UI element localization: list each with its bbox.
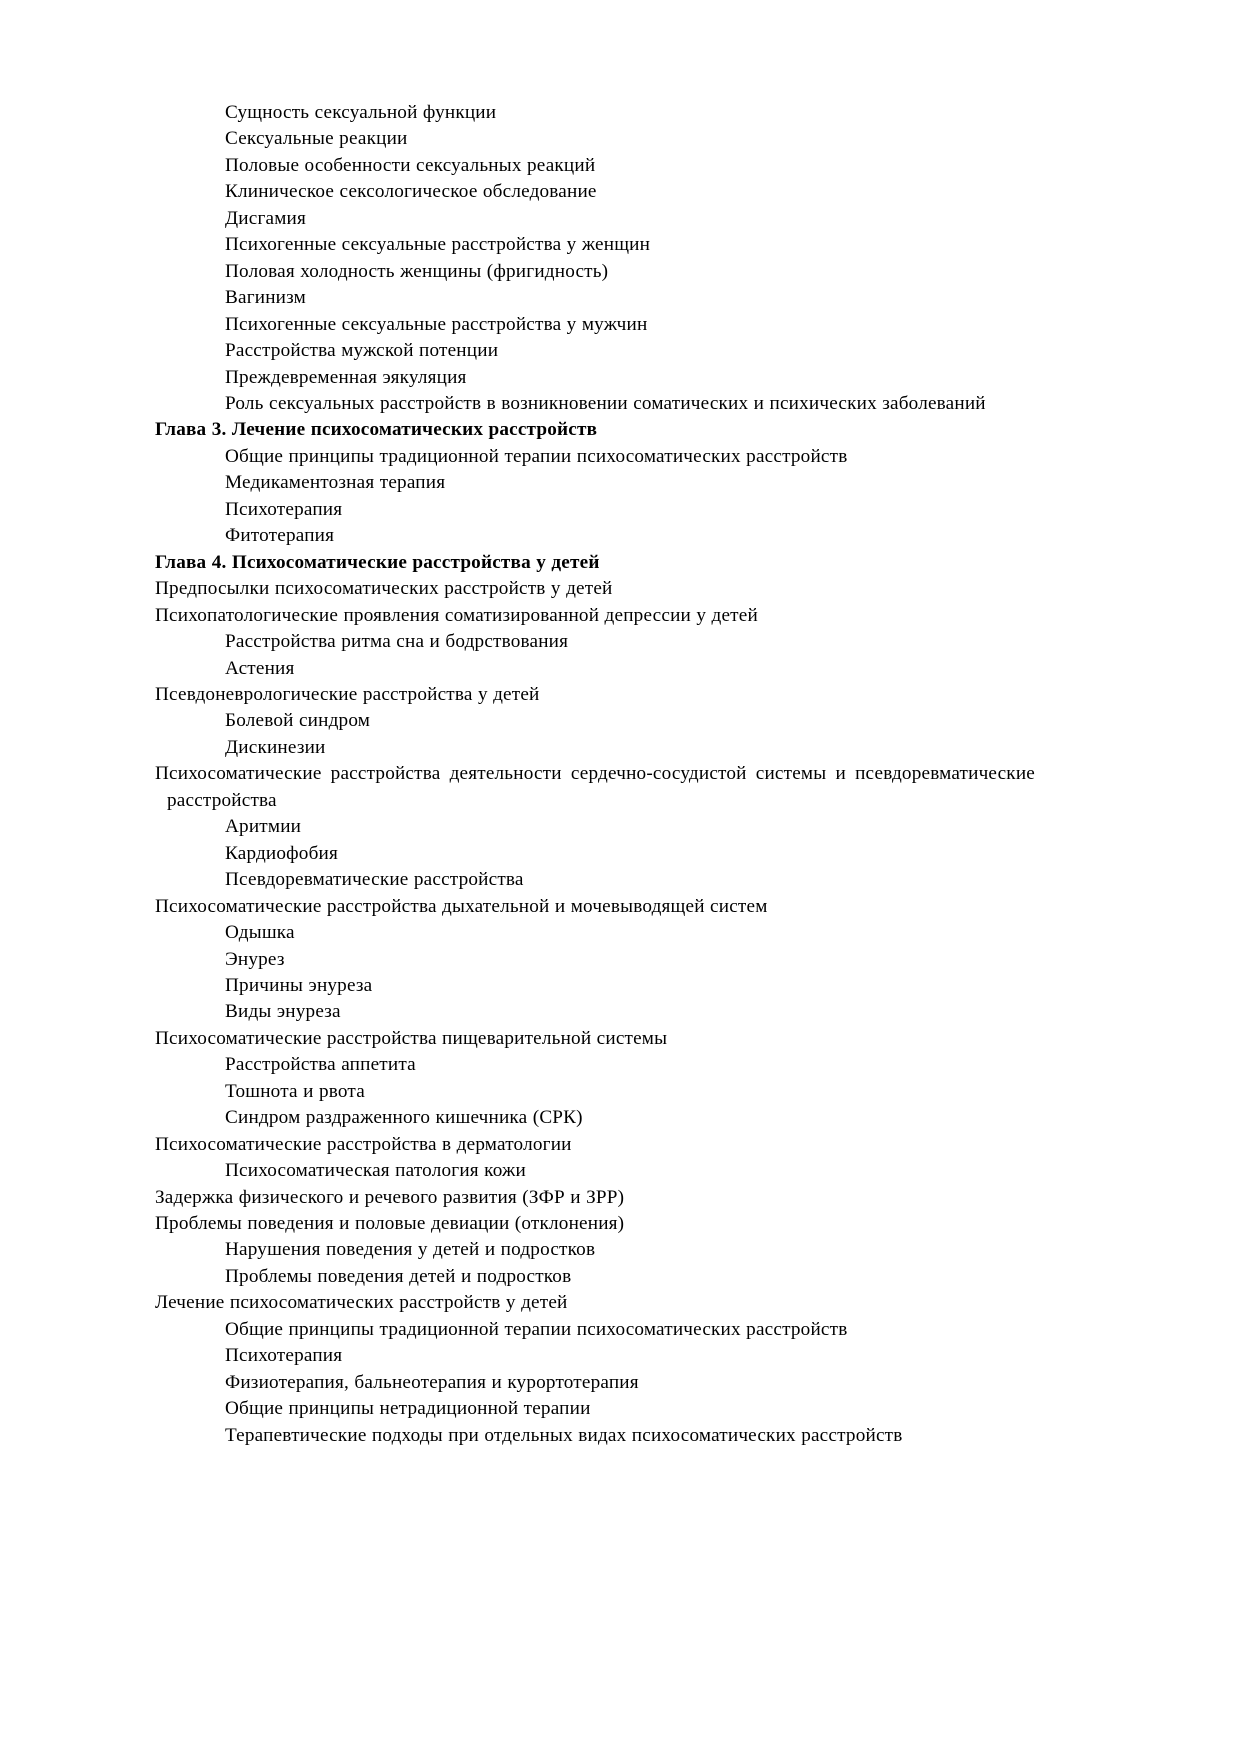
toc-entry: Психосоматические расстройства дыхательной и мочевыводящей систем	[155, 895, 768, 917]
toc-entry: Энурез	[225, 948, 285, 970]
toc-entry: Одышка	[225, 922, 295, 944]
toc-entry: Общие принципы традиционной терапии психосоматических расстройств	[225, 1318, 848, 1340]
toc-entry: Задержка физического и речевого развития (ЗФР и ЗРР)	[155, 1186, 625, 1208]
toc-entry: Психогенные сексуальные расстройства у мужчин	[225, 313, 648, 335]
toc-entry: Роль сексуальных расстройств в возникновении соматических и психических заболеваний	[225, 392, 986, 414]
toc-entry: Дисгамия	[225, 207, 307, 229]
toc-entry: Расстройства аппетита	[225, 1054, 416, 1076]
toc-entry: Психосоматическая патология кожи	[225, 1160, 526, 1182]
toc-entry: Тошнота и рвота	[225, 1080, 365, 1102]
toc-entry: Причины энуреза	[225, 974, 373, 996]
toc-entry: Терапевтические подходы при отдельных видах психосоматических расстройств	[225, 1424, 903, 1446]
toc-entry: Расстройства мужской потенции	[225, 340, 499, 362]
toc-entry: Психопатологические проявления соматизированной депрессии у детей	[155, 604, 758, 626]
toc-entry: Психосоматические расстройства пищеварительной системы	[155, 1027, 668, 1049]
toc-entry: Психотерапия	[225, 498, 343, 520]
toc-entry: Проблемы поведения и половые девиации (отклонения)	[155, 1213, 625, 1235]
toc-entry: Физиотерапия, бальнеотерапия и курортотерапия	[225, 1371, 639, 1393]
toc-entry: Фитотерапия	[225, 525, 335, 547]
toc-entry: Психосоматические расстройства деятельности сердечно-сосудистой системы и псевдоревматические расстройства	[155, 763, 1041, 811]
toc-entry: Преждевременная эякуляция	[225, 366, 467, 388]
toc-entry: Дискинезии	[225, 736, 326, 758]
toc-entry: Предпосылки психосоматических расстройств у детей	[155, 578, 613, 600]
toc-entry: Болевой синдром	[225, 710, 371, 732]
toc-entry: Медикаментозная терапия	[225, 472, 446, 494]
toc-entry: Клиническое сексологическое обследование	[225, 181, 597, 203]
toc-entry: Психогенные сексуальные расстройства у женщин	[225, 234, 651, 256]
toc-entry: Общие принципы нетрадиционной терапии	[225, 1398, 591, 1420]
toc-entry: Псевдоневрологические расстройства у детей	[155, 683, 540, 705]
toc-entry: Проблемы поведения детей и подростков	[225, 1265, 572, 1287]
toc-entry: Псевдоревматические расстройства	[225, 869, 524, 891]
table-of-contents	[155, 100, 1041, 1449]
toc-entry: Синдром раздраженного кишечника (СРК)	[225, 1107, 583, 1129]
toc-entry: Половые особенности сексуальных реакций	[225, 154, 596, 176]
toc-entry: Психосоматические расстройства в дерматологии	[155, 1133, 572, 1155]
toc-chapter-heading: Глава 4. Психосоматические расстройства у детей	[155, 551, 600, 573]
toc-entry: Вагинизм	[225, 287, 306, 309]
toc-entry: Психотерапия	[225, 1345, 343, 1367]
toc-entry: Аритмии	[225, 816, 302, 838]
toc-entry: Общие принципы традиционной терапии психосоматических расстройств	[225, 445, 848, 467]
toc-entry: Лечение психосоматических расстройств у детей	[155, 1292, 568, 1314]
toc-entry: Виды энуреза	[225, 1001, 341, 1023]
toc-entry: Расстройства ритма сна и бодрствования	[225, 631, 569, 653]
toc-chapter-heading: Глава 3. Лечение психосоматических расстройств	[155, 419, 598, 441]
toc-entry: Кардиофобия	[225, 842, 339, 864]
toc-entry: Нарушения поведения у детей и подростков	[225, 1239, 596, 1261]
toc-entry: Астения	[225, 657, 295, 679]
toc-entry: Сексуальные реакции	[225, 128, 408, 150]
toc-entry: Сущность сексуальной функции	[225, 102, 497, 123]
toc-entry: Половая холодность женщины (фригидность)	[225, 260, 609, 282]
